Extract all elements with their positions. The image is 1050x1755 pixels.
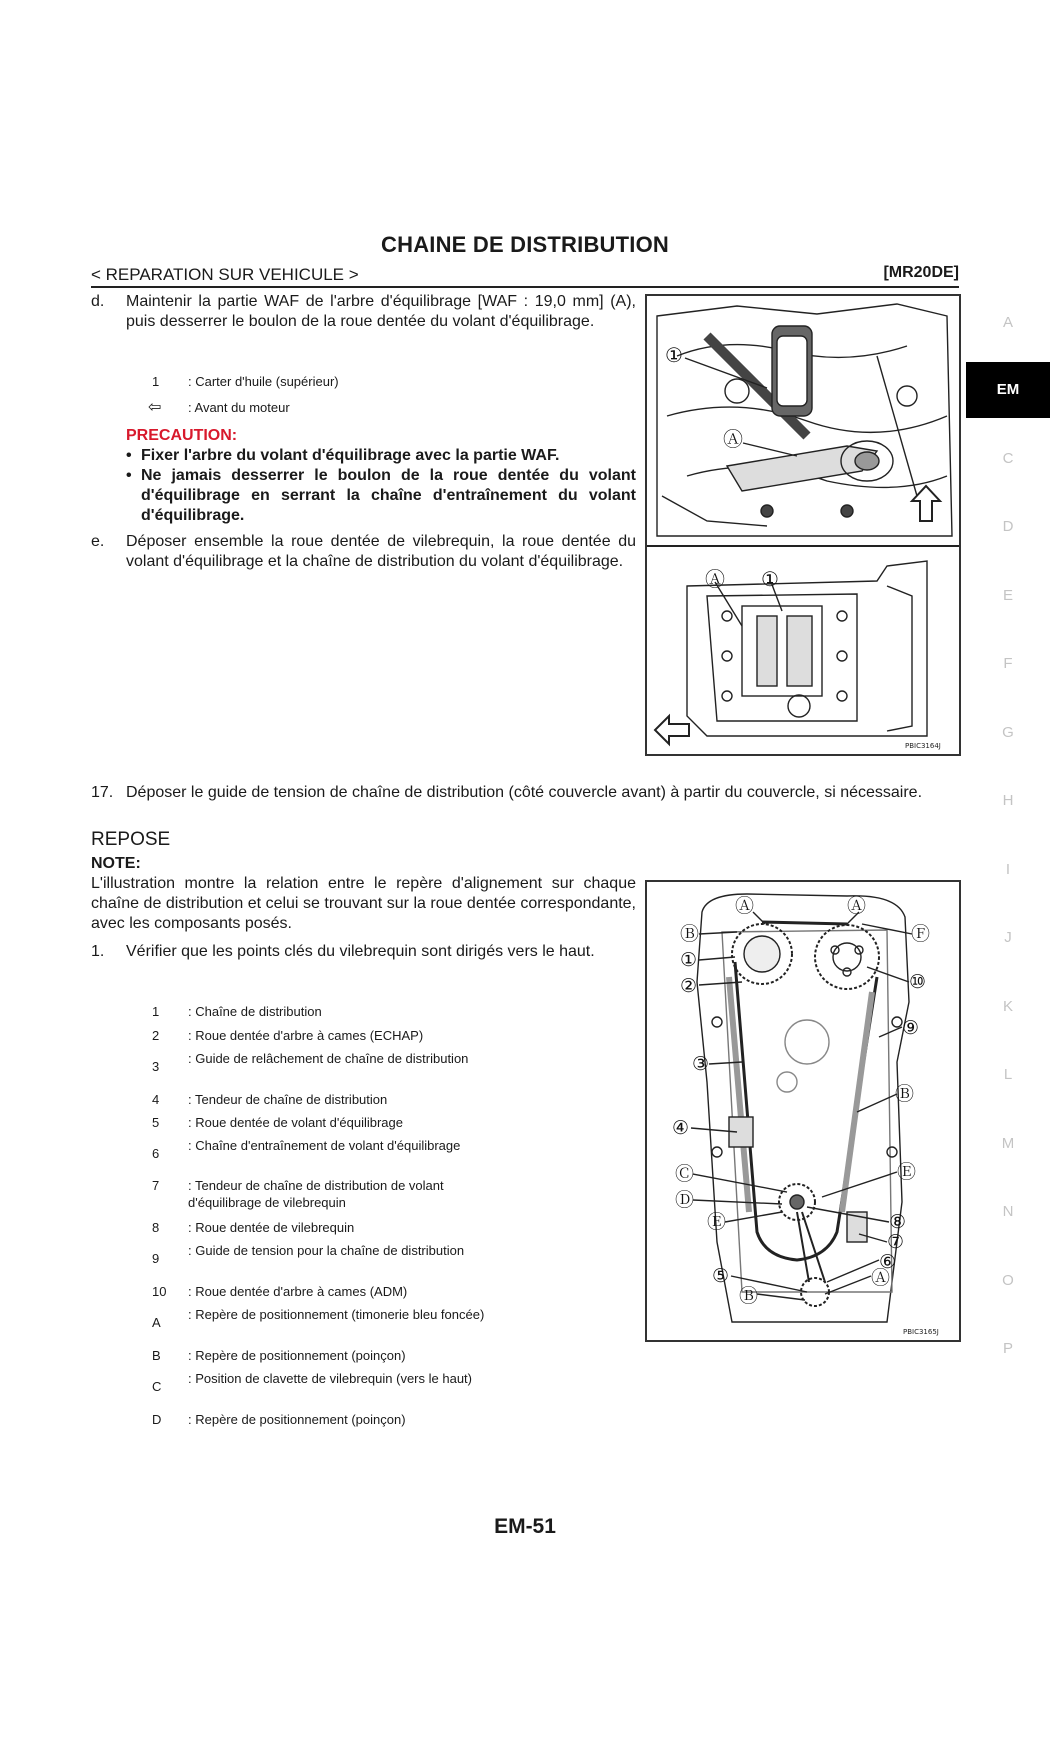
legend-key: 1 — [152, 374, 160, 389]
chapter-tab[interactable]: C — [1002, 450, 1014, 467]
callout-label: Ⓐ — [735, 895, 755, 917]
legend-key: 1 — [152, 1004, 160, 1019]
callout-label: ③ — [692, 1053, 710, 1075]
bullet-icon: • — [126, 447, 132, 464]
step-text: Déposer le guide de tension de chaîne de distribution (côté couvercle avant) à partir du couvercle, si nécessaire. — [126, 784, 923, 801]
legend-key: A — [152, 1315, 161, 1330]
callout-label: Ⓐ — [847, 895, 867, 917]
legend-value: : Tendeur de chaîne de distribution — [188, 1092, 388, 1107]
legend-key: D — [152, 1412, 162, 1427]
precaution-item — [126, 466, 636, 526]
legend-value: : Tendeur de chaîne de distribution de volant d'équilibrage de vilebrequin — [188, 1178, 444, 1210]
legend-value: : Chaîne d'entraînement de volant d'équilibrage — [188, 1138, 461, 1153]
legend-value: : Avant du moteur — [188, 400, 290, 415]
legend-key: C — [152, 1379, 162, 1394]
callout-label: Ⓐ — [705, 567, 725, 591]
chapter-tab[interactable]: P — [1002, 1340, 1013, 1357]
callout-label: ⑥ — [879, 1251, 897, 1273]
legend-value: : Chaîne de distribution — [188, 1004, 322, 1019]
callout-label: ② — [680, 975, 698, 997]
chapter-tab[interactable]: I — [1005, 861, 1011, 878]
chapter-tab[interactable]: L — [1003, 1066, 1013, 1083]
legend-key: 7 — [152, 1178, 160, 1193]
section-breadcrumb: < REPARATION SUR VEHICULE > — [91, 265, 359, 284]
repose-title: REPOSE — [91, 829, 171, 850]
precaution-label: PRECAUTION: — [126, 427, 238, 444]
legend-value: : Repère de positionnement (poinçon) — [188, 1412, 406, 1427]
precaution-text: Fixer l'arbre du volant d'équilibrage avec la partie WAF. — [141, 447, 560, 464]
callout-label: ⑦ — [887, 1231, 905, 1253]
chapter-tab[interactable]: G — [1002, 724, 1014, 741]
callout-label: ⑧ — [889, 1211, 907, 1233]
chapter-tab-active[interactable]: EM — [966, 362, 1050, 418]
step-text: Maintenir la partie WAF de l'arbre d'équilibrage [WAF : 19,0 mm] (A), puis desserrer le boulon de la roue dentée du volant d'équilibrage. — [126, 293, 636, 330]
figure-code: PBIC3164J — [905, 742, 941, 750]
chapter-tab[interactable]: E — [1002, 587, 1013, 604]
step-marker: 17. — [91, 784, 114, 801]
legend-value: : Repère de positionnement (timonerie bleu foncée) — [188, 1307, 485, 1322]
callout-label: ① — [680, 949, 698, 971]
legend-value: : Roue dentée d'arbre à cames (ADM) — [188, 1284, 408, 1299]
chapter-tab[interactable]: J — [1004, 929, 1012, 946]
callout-label: Ⓕ — [911, 923, 931, 945]
callout-label: Ⓔ — [707, 1211, 727, 1233]
callout-label: ④ — [672, 1117, 690, 1139]
chapter-tab[interactable]: N — [1002, 1203, 1014, 1220]
legend-key: 6 — [152, 1146, 160, 1161]
callout-label: Ⓑ — [739, 1285, 759, 1307]
section-header — [91, 264, 959, 288]
callout-label: Ⓑ — [680, 923, 700, 945]
chapter-tab[interactable]: K — [1002, 998, 1013, 1015]
engine-model: [MR20DE] — [883, 264, 959, 281]
legend-value: : Roue dentée de vilebrequin — [188, 1220, 355, 1235]
figure-timing-chain-drawing — [647, 882, 959, 1340]
bullet-icon: • — [126, 467, 132, 484]
page-number: EM-51 — [494, 1515, 556, 1538]
callout-label: Ⓐ — [871, 1267, 891, 1289]
precaution-item — [126, 446, 636, 466]
legend-value: : Position de clavette de vilebrequin (vers le haut) — [188, 1371, 472, 1386]
callout-label: Ⓑ — [895, 1083, 915, 1105]
legend-key: 9 — [152, 1251, 160, 1266]
figure-timing-chain — [645, 880, 961, 1342]
note-text: L'illustration montre la relation entre le repère d'alignement sur chaque chaîne de distribution et celui se trouvant sur la roue dentée correspondante, avec les composants posés. — [91, 875, 636, 932]
figure-waf-drawing — [647, 296, 959, 754]
legend-value: : Roue dentée de volant d'équilibrage — [188, 1115, 403, 1130]
precaution-list — [126, 446, 636, 526]
page-title: CHAINE DE DISTRIBUTION — [381, 232, 669, 257]
chapter-tab[interactable]: H — [1002, 792, 1014, 809]
chapter-tab[interactable]: F — [1003, 655, 1013, 672]
callout-label: Ⓔ — [897, 1161, 917, 1183]
chapter-tab[interactable]: O — [1002, 1272, 1014, 1289]
legend-key: 5 — [152, 1115, 160, 1130]
step-text: Vérifier que les points clés du vilebrequin sont dirigés vers le haut. — [126, 943, 595, 960]
legend-key: 3 — [152, 1059, 160, 1074]
chapter-tab[interactable]: M — [1001, 1135, 1015, 1152]
figure-waf-removal — [645, 294, 961, 756]
step-marker: e. — [91, 533, 105, 550]
step-marker: d. — [91, 293, 105, 310]
legend-key: 4 — [152, 1092, 160, 1107]
precaution-text: Ne jamais desserrer le boulon de la roue dentée du volant d'équilibrage en serrant la chaîne d'entraînement du volant d'équilibrage. — [141, 467, 636, 524]
callout-label: Ⓓ — [675, 1189, 695, 1211]
callout-label: ⑤ — [712, 1265, 730, 1287]
chapter-tab[interactable]: D — [1002, 518, 1014, 535]
callout-label: Ⓒ — [675, 1163, 695, 1185]
callout-label: ① — [761, 567, 779, 591]
callout-label: Ⓐ — [723, 427, 743, 451]
legend-key: 10 — [152, 1284, 167, 1299]
callout-label: ⑨ — [902, 1017, 920, 1039]
figure-code: PBIC3165J — [903, 1328, 939, 1336]
legend-key: 2 — [152, 1028, 160, 1043]
legend-value: : Roue dentée d'arbre à cames (ECHAP) — [188, 1028, 424, 1043]
legend-value: : Guide de tension pour la chaîne de distribution — [188, 1243, 465, 1258]
step-marker: 1. — [91, 943, 105, 960]
legend-value: : Repère de positionnement (poinçon) — [188, 1348, 406, 1363]
legend-value: : Guide de relâchement de chaîne de distribution — [188, 1051, 469, 1066]
legend-key: 8 — [152, 1220, 160, 1235]
callout-label: ⑩ — [909, 971, 927, 993]
callout-label: ① — [665, 343, 683, 367]
legend-value: : Carter d'huile (supérieur) — [188, 374, 339, 389]
front-arrow-icon: ⇦ — [148, 399, 162, 416]
note-label: NOTE: — [91, 855, 141, 872]
step-text: Déposer ensemble la roue dentée de vilebrequin, la roue dentée du volant d'équilibrage et la chaîne de distribution du volant d'équilibrage. — [126, 533, 636, 570]
legend-key: B — [152, 1348, 161, 1363]
chapter-tab[interactable]: A — [1002, 314, 1013, 331]
